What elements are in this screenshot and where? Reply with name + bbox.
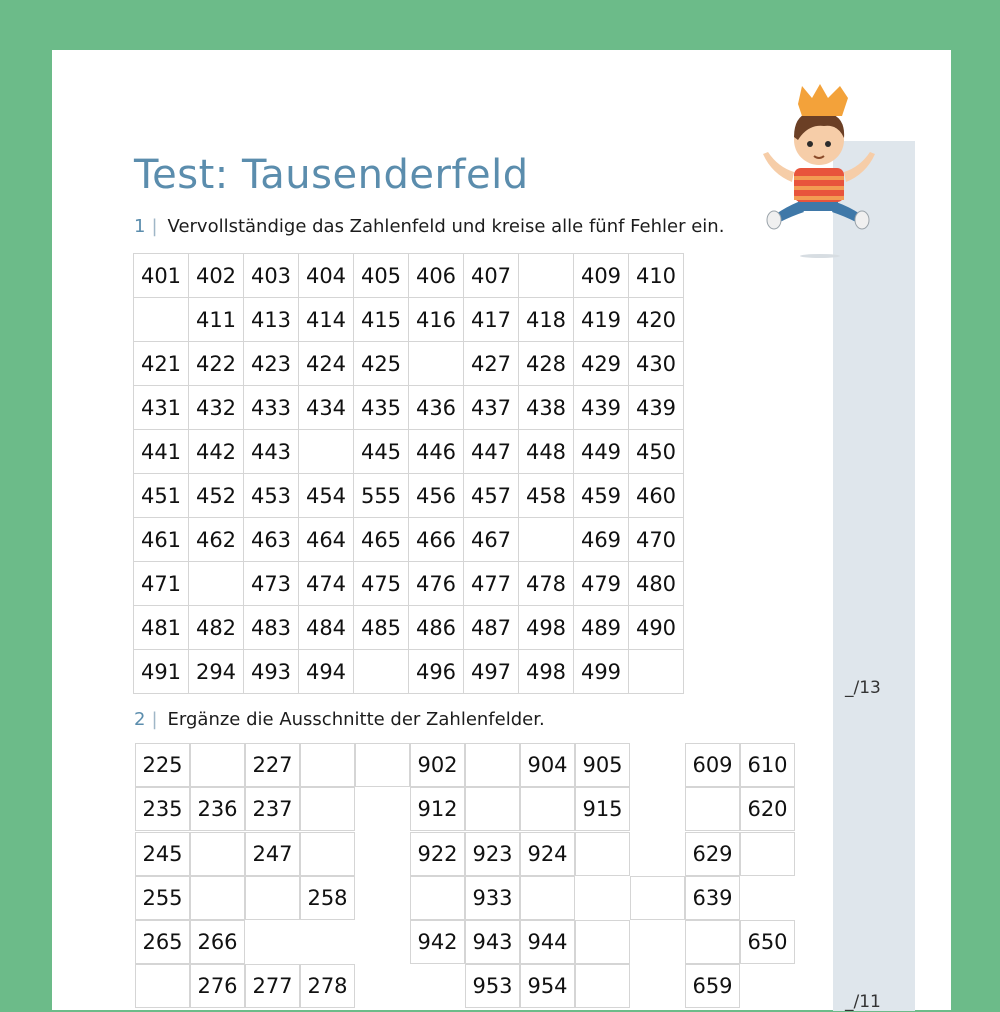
grid-cell: 497	[464, 650, 519, 694]
grid-cell: 457	[464, 474, 519, 518]
task1-number: 1	[134, 216, 146, 237]
grid-cell: 493	[244, 650, 299, 694]
task1-text: Vervollständige das Zahlenfeld und kreise alle fünf Fehler ein.	[167, 216, 725, 237]
score-column	[833, 141, 915, 1011]
grid-row	[134, 562, 684, 606]
grid-cell-empty[interactable]	[629, 650, 684, 694]
grid-cell: 498	[519, 606, 574, 650]
excerpt-cell: 953	[465, 964, 520, 1008]
grid-cell: 469	[574, 518, 629, 562]
grid-cell: 449	[574, 430, 629, 474]
excerpt-cell-empty[interactable]	[575, 920, 630, 964]
excerpt-cell-empty[interactable]	[300, 832, 355, 876]
grid-row	[134, 474, 684, 518]
excerpt-cell-empty[interactable]	[135, 964, 190, 1008]
grid-row	[134, 430, 684, 474]
excerpt-cell: 276	[190, 964, 245, 1008]
grid-cell: 451	[134, 474, 189, 518]
grid-cell-empty[interactable]	[519, 254, 574, 298]
grid-cell: 431	[134, 386, 189, 430]
excerpt-cell: 942	[410, 920, 465, 964]
excerpt-cell-empty[interactable]	[740, 832, 795, 876]
excerpt-cell: 620	[740, 787, 795, 831]
grid-cell: 437	[464, 386, 519, 430]
excerpt-cell-empty[interactable]	[520, 787, 575, 831]
excerpt-cell: 912	[410, 787, 465, 831]
grid-cell: 458	[519, 474, 574, 518]
excerpt-cell: 265	[135, 920, 190, 964]
grid-cell: 475	[354, 562, 409, 606]
grid-cell: 439	[629, 386, 684, 430]
grid-cell: 477	[464, 562, 519, 606]
grid-cell: 460	[629, 474, 684, 518]
task2-instruction	[134, 709, 545, 730]
excerpt-cell: 227	[245, 743, 300, 787]
excerpt-cell: 278	[300, 964, 355, 1008]
grid-row	[134, 650, 684, 694]
task2-number: 2	[134, 709, 146, 730]
grid-cell: 481	[134, 606, 189, 650]
grid-cell: 471	[134, 562, 189, 606]
grid-cell: 434	[299, 386, 354, 430]
grid-cell: 447	[464, 430, 519, 474]
task2-text: Ergänze die Ausschnitte der Zahlenfelder.	[167, 709, 545, 730]
grid-cell: 490	[629, 606, 684, 650]
grid-cell: 416	[409, 298, 464, 342]
grid-cell: 476	[409, 562, 464, 606]
grid-cell: 456	[409, 474, 464, 518]
grid-cell: 470	[629, 518, 684, 562]
excerpt-cell: 266	[190, 920, 245, 964]
grid-cell: 463	[244, 518, 299, 562]
task2-separator: |	[151, 709, 158, 730]
excerpt-cell: 255	[135, 876, 190, 920]
excerpt-cell: 904	[520, 743, 575, 787]
grid-cell: 494	[299, 650, 354, 694]
grid-cell: 401	[134, 254, 189, 298]
excerpt-cell: 610	[740, 743, 795, 787]
excerpt-cell: 922	[410, 832, 465, 876]
excerpt-cell: 933	[465, 876, 520, 920]
excerpt-cell: 924	[520, 832, 575, 876]
grid-cell: 438	[519, 386, 574, 430]
grid-row	[134, 298, 684, 342]
grid-cell: 484	[299, 606, 354, 650]
excerpt-cell-empty[interactable]	[685, 787, 740, 831]
grid-cell: 496	[409, 650, 464, 694]
excerpt-cell-empty[interactable]	[300, 743, 355, 787]
excerpt-cell: 609	[685, 743, 740, 787]
grid-cell: 486	[409, 606, 464, 650]
grid-cell: 422	[189, 342, 244, 386]
excerpt-cell: 915	[575, 787, 630, 831]
grid-cell-empty[interactable]	[299, 430, 354, 474]
grid-cell: 407	[464, 254, 519, 298]
grid-cell: 466	[409, 518, 464, 562]
grid-cell: 441	[134, 430, 189, 474]
grid-cell: 433	[244, 386, 299, 430]
grid-cell: 425	[354, 342, 409, 386]
excerpt-cell-empty[interactable]	[575, 964, 630, 1008]
grid-cell: 410	[629, 254, 684, 298]
excerpt-cell-empty[interactable]	[245, 876, 300, 920]
grid-row	[134, 342, 684, 386]
grid-cell: 453	[244, 474, 299, 518]
grid-cell: 294	[189, 650, 244, 694]
page-title: Test: Tausenderfeld	[134, 152, 529, 198]
grid-cell: 450	[629, 430, 684, 474]
grid-cell: 443	[244, 430, 299, 474]
grid-cell: 459	[574, 474, 629, 518]
excerpt-cell-empty[interactable]	[355, 743, 410, 787]
grid-cell: 423	[244, 342, 299, 386]
grid-cell: 415	[354, 298, 409, 342]
task2-score: _/11	[845, 992, 881, 1012]
excerpt-cell-empty[interactable]	[190, 876, 245, 920]
excerpt-cell: 659	[685, 964, 740, 1008]
excerpt-cell-empty[interactable]	[190, 743, 245, 787]
grid-cell: 474	[299, 562, 354, 606]
grid-cell: 432	[189, 386, 244, 430]
excerpt-cell-empty[interactable]	[520, 876, 575, 920]
grid-row	[134, 606, 684, 650]
excerpt-cell: 245	[135, 832, 190, 876]
grid-cell: 439	[574, 386, 629, 430]
excerpt-cell: 277	[245, 964, 300, 1008]
excerpt-cell: 902	[410, 743, 465, 787]
grid-cell: 452	[189, 474, 244, 518]
grid-cell: 418	[519, 298, 574, 342]
excerpt-cell: 923	[465, 832, 520, 876]
excerpt-cell: 236	[190, 787, 245, 831]
grid-cell: 413	[244, 298, 299, 342]
grid-row	[134, 254, 684, 298]
task1-score: _/13	[845, 678, 881, 698]
excerpt-cell-empty[interactable]	[410, 876, 465, 920]
grid-cell: 409	[574, 254, 629, 298]
grid-cell-empty[interactable]	[354, 650, 409, 694]
grid-cell: 454	[299, 474, 354, 518]
grid-cell: 446	[409, 430, 464, 474]
grid-cell: 404	[299, 254, 354, 298]
grid-cell: 403	[244, 254, 299, 298]
excerpt-cell: 258	[300, 876, 355, 920]
grid-cell: 417	[464, 298, 519, 342]
grid-cell-empty[interactable]	[134, 298, 189, 342]
excerpt-cell: 237	[245, 787, 300, 831]
grid-cell: 465	[354, 518, 409, 562]
grid-cell: 430	[629, 342, 684, 386]
excerpt-cell-empty[interactable]	[630, 876, 685, 920]
excerpt-cell-empty[interactable]	[575, 832, 630, 876]
grid-cell: 448	[519, 430, 574, 474]
grid-cell: 414	[299, 298, 354, 342]
jumping-boy-illustration	[758, 82, 883, 262]
number-grid-400	[133, 253, 684, 694]
grid-cell-empty[interactable]	[189, 562, 244, 606]
grid-cell: 473	[244, 562, 299, 606]
grid-cell-empty[interactable]	[409, 342, 464, 386]
excerpt-cell: 247	[245, 832, 300, 876]
grid-cell: 464	[299, 518, 354, 562]
excerpt-cell: 235	[135, 787, 190, 831]
excerpt-cell-empty[interactable]	[300, 787, 355, 831]
grid-cell: 406	[409, 254, 464, 298]
excerpt-cell-empty[interactable]	[465, 743, 520, 787]
grid-cell: 483	[244, 606, 299, 650]
excerpt-cell: 954	[520, 964, 575, 1008]
excerpt-cell: 650	[740, 920, 795, 964]
excerpt-cell-empty[interactable]	[465, 787, 520, 831]
excerpt-cell: 905	[575, 743, 630, 787]
grid-cell: 499	[574, 650, 629, 694]
grid-cell: 402	[189, 254, 244, 298]
grid-cell: 436	[409, 386, 464, 430]
grid-cell-empty[interactable]	[519, 518, 574, 562]
grid-cell: 498	[519, 650, 574, 694]
grid-cell: 424	[299, 342, 354, 386]
grid-cell: 478	[519, 562, 574, 606]
grid-cell: 480	[629, 562, 684, 606]
excerpt-cell: 225	[135, 743, 190, 787]
grid-cell: 427	[464, 342, 519, 386]
grid-cell: 491	[134, 650, 189, 694]
grid-row	[134, 518, 684, 562]
grid-cell: 428	[519, 342, 574, 386]
grid-cell: 420	[629, 298, 684, 342]
grid-cell: 445	[354, 430, 409, 474]
grid-cell: 485	[354, 606, 409, 650]
grid-row	[134, 386, 684, 430]
grid-cell: 482	[189, 606, 244, 650]
excerpt-cell: 944	[520, 920, 575, 964]
excerpt-cell: 943	[465, 920, 520, 964]
task1-separator: |	[151, 216, 158, 237]
grid-cell: 442	[189, 430, 244, 474]
grid-cell: 405	[354, 254, 409, 298]
grid-cell: 487	[464, 606, 519, 650]
grid-cell: 489	[574, 606, 629, 650]
excerpt-cell-empty[interactable]	[685, 920, 740, 964]
grid-cell: 467	[464, 518, 519, 562]
excerpt-cell: 629	[685, 832, 740, 876]
grid-cell: 461	[134, 518, 189, 562]
grid-cell: 435	[354, 386, 409, 430]
excerpt-cell-empty[interactable]	[190, 832, 245, 876]
grid-cell: 479	[574, 562, 629, 606]
grid-cell: 555	[354, 474, 409, 518]
grid-cell: 411	[189, 298, 244, 342]
task1-instruction	[134, 216, 724, 237]
grid-cell: 419	[574, 298, 629, 342]
excerpt-cell: 639	[685, 876, 740, 920]
grid-cell: 429	[574, 342, 629, 386]
grid-cell: 462	[189, 518, 244, 562]
grid-cell: 421	[134, 342, 189, 386]
